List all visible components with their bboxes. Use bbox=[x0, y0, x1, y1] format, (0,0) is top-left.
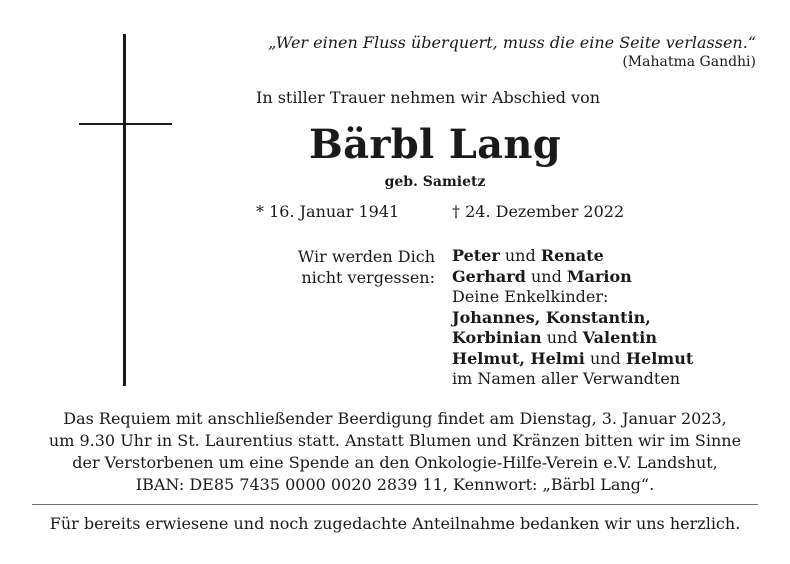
requiem-line: um 9.30 Uhr in St. Laurentius statt. Anstatt Blumen und Kränzen bitten wir im Sinne bbox=[48, 431, 742, 450]
requiem-line: Das Requiem mit anschließender Beerdigung findet am Dienstag, 3. Januar 2023, bbox=[63, 409, 727, 428]
requiem-line: IBAN: DE85 7435 0000 0020 2839 11, Kennwort: „Bärbl Lang“. bbox=[135, 475, 655, 494]
mourner-name: Renate bbox=[540, 246, 604, 265]
mourner-text: Deine Enkelkinder: bbox=[452, 287, 609, 306]
mourner-text: im Namen aller Verwandten bbox=[452, 369, 681, 388]
mourner-text: und bbox=[499, 246, 541, 265]
mourner-name: Gerhard bbox=[452, 266, 526, 286]
deceased-name: Bärbl Lang bbox=[309, 121, 561, 168]
mourner-name: Helmut, Helmi bbox=[452, 348, 585, 368]
remember-text bbox=[258, 246, 435, 288]
quote-author: (Mahatma Gandhi) bbox=[622, 54, 756, 70]
mourner-name: Peter bbox=[452, 246, 500, 265]
mourner-name: Korbinian bbox=[452, 328, 542, 347]
death-date: † 24. Dezember 2022 bbox=[452, 202, 625, 221]
quote-text: „Wer einen Fluss überquert, muss die eine Seite verlassen.“ bbox=[268, 33, 756, 52]
remember-line: Wir werden Dich bbox=[297, 247, 435, 266]
mourner-name: Johannes, Konstantin, bbox=[452, 307, 651, 327]
mourner-name: Marion bbox=[566, 266, 632, 286]
mourner-text: und bbox=[525, 266, 567, 286]
mourner-name: Helmut bbox=[625, 348, 694, 368]
mourner-line bbox=[452, 328, 693, 349]
mourner-line bbox=[452, 369, 693, 390]
mourner-text: und bbox=[541, 328, 583, 347]
birth-name: geb. Samietz bbox=[384, 174, 486, 190]
requiem-line: der Verstorbenen um eine Spende an den Onkologie-Hilfe-Verein e.V. Landshut, bbox=[72, 453, 718, 472]
mourner-line bbox=[452, 287, 693, 308]
mourners-list bbox=[452, 246, 693, 390]
mourner-text: und bbox=[584, 348, 626, 368]
mourner-name: Valentin bbox=[582, 328, 657, 347]
thanks-text: Für bereits erwiesene und noch zugedachte Anteilnahme bedanken wir uns herzlich. bbox=[49, 514, 741, 533]
cross-icon-crossbar bbox=[79, 123, 172, 125]
requiem-announcement bbox=[20, 408, 770, 496]
mourner-line bbox=[452, 308, 693, 329]
birth-date: * 16. Januar 1941 bbox=[256, 202, 400, 221]
remember-line: nicht vergessen: bbox=[301, 268, 435, 287]
divider bbox=[32, 504, 758, 505]
mourner-line bbox=[452, 267, 693, 288]
intro-text: In stiller Trauer nehmen wir Abschied von bbox=[256, 88, 601, 107]
mourner-line bbox=[452, 349, 693, 370]
mourner-line bbox=[452, 246, 693, 267]
cross-icon bbox=[123, 34, 126, 386]
